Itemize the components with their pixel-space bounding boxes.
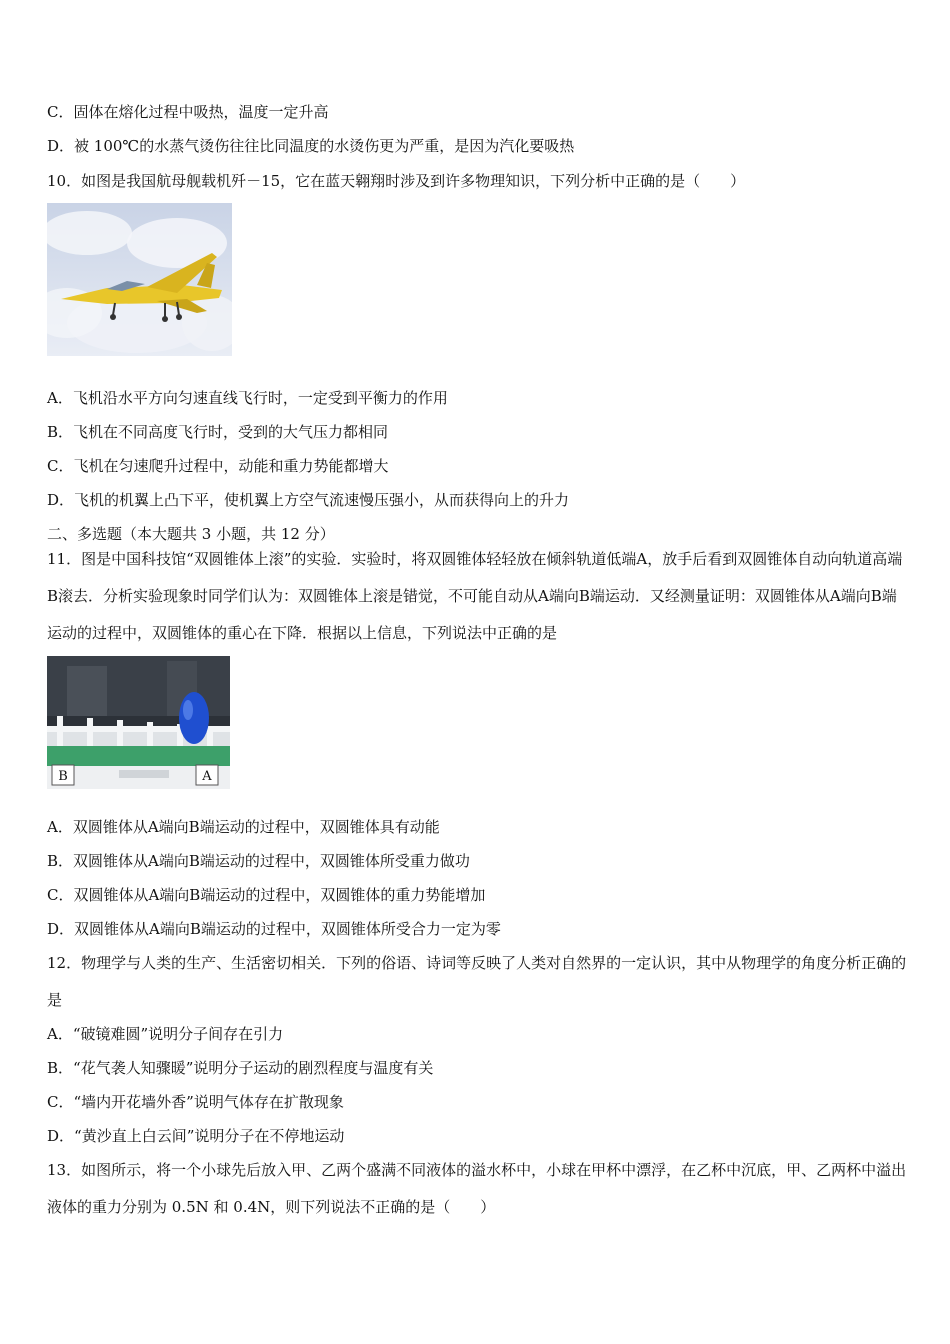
question-10-stem: 10．如图是我国航母舰载机歼－15，它在蓝天翱翔时涉及到许多物理知识，下列分析中正确的是（ ） — [47, 172, 746, 190]
q11-option-c: C．双圆锥体从A端向B端运动的过程中，双圆锥体的重力势能增加 — [47, 886, 486, 904]
q10-option-c: C．飞机在匀速爬升过程中，动能和重力势能都增大 — [47, 457, 389, 475]
q11-option-d: D．双圆锥体从A端向B端运动的过程中，双圆锥体所受合力一定为零 — [47, 920, 501, 938]
q10-option-a: A．飞机沿水平方向匀速直线飞行时，一定受到平衡力的作用 — [47, 389, 448, 407]
question-12-stem: 12．物理学与人类的生产、生活密切相关．下列的俗语、诗词等反映了人类对自然界的一定认识，其中从物理学的角度分析正确的是 — [47, 954, 907, 1009]
q11-option-a: A．双圆锥体从A端向B端运动的过程中，双圆锥体具有动能 — [47, 818, 440, 836]
q11-option-b: B．双圆锥体从A端向B端运动的过程中，双圆锥体所受重力做功 — [47, 852, 470, 870]
q10-option-b: B．飞机在不同高度飞行时，受到的大气压力都相同 — [47, 423, 389, 441]
question-13-stem: 13．如图所示，将一个小球先后放入甲、乙两个盛满不同液体的溢水杯中，小球在甲杯中漂浮，在乙杯中沉底，甲、乙两杯中溢出液体的重力分别为 0.5N 和 0.4N，则下列说法不正确的是（ ） — [47, 1161, 907, 1216]
section-heading: 二、多选题（本大题共 3 小题，共 12 分） — [47, 525, 335, 543]
q12-option-a: A．“破镜难圆”说明分子间存在引力 — [47, 1025, 284, 1043]
label-a: A — [202, 769, 212, 784]
fighter-jet-image — [47, 203, 232, 356]
label-b: B — [58, 769, 68, 784]
question-11-stem: 11．图是中国科技馆“双圆锥体上滚”的实验．实验时，将双圆锥体轻轻放在倾斜轨道低端A，放手后看到双圆锥体自动向轨道高端B滚去．分析实验现象时同学们认为：双圆锥体上滚是错觉，不可能自动从A端向B端运动．又经测量证明：双圆锥体从A端向B端运动的过程中，双圆锥体的重心在下降．根据以上信息，下列说法中正确的是 — [47, 550, 903, 642]
double-cone-image — [47, 656, 230, 789]
option-d-prev: D．被 100℃的水蒸气烫伤往往比同温度的水烫伤更为严重，是因为汽化要吸热 — [47, 137, 575, 155]
q12-option-b: B．“花气袭人知骤暖”说明分子运动的剧烈程度与温度有关 — [47, 1059, 434, 1077]
q10-option-d: D．飞机的机翼上凸下平，使机翼上方空气流速慢压强小，从而获得向上的升力 — [47, 491, 570, 509]
q12-option-c: C．“墙内开花墙外香”说明气体存在扩散现象 — [47, 1093, 344, 1111]
q12-option-d: D．“黄沙直上白云间”说明分子在不停地运动 — [47, 1127, 345, 1145]
option-c-prev: C．固体在熔化过程中吸热，温度一定升高 — [47, 103, 329, 121]
